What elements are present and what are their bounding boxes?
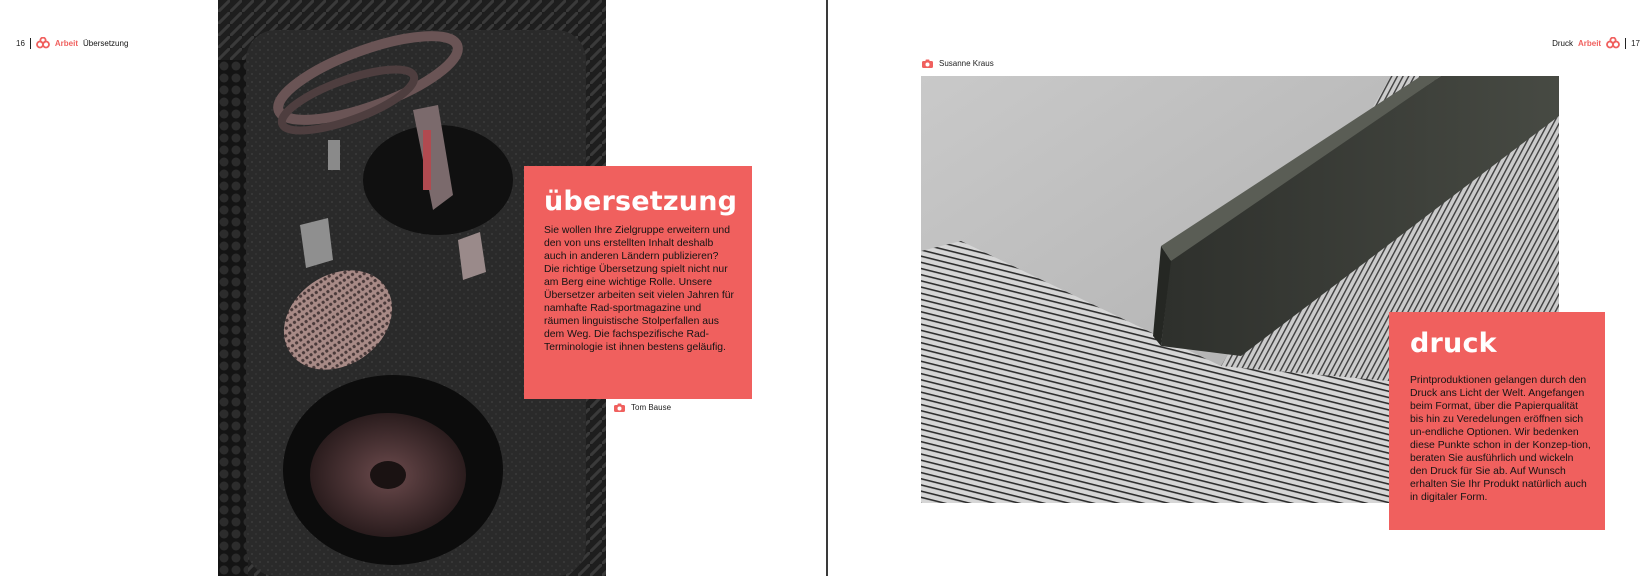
left-page-header [16, 37, 128, 49]
translation-body-text: Sie wollen Ihre Zielgruppe erweitern und den von uns erstellten Inhalt deshalb auch in anderen Ländern publizieren? Die richtige Übersetzung spielt nicht nur am Berg eine wichtige Rolle. Unsere Übersetzer arbeiten seit vielen Jahren für namhafte Rad-sportmagazine und räumen linguistische Stolperfallen aus dem Weg. Die fachspezifische Rad-Terminologie ist ihnen bestens geläufig. [544, 225, 735, 353]
section-label: Arbeit [54, 38, 79, 48]
bike-chain-logo-icon [36, 37, 50, 49]
header-divider [30, 38, 31, 49]
camera-icon [614, 403, 625, 412]
print-heading: druck [1410, 328, 1497, 359]
page-number: 16 [16, 38, 25, 48]
right-page-header [1552, 37, 1640, 49]
subsection-label: Übersetzung [83, 38, 129, 48]
photo-credit-name: Tom Bause [631, 403, 672, 412]
section-label: Arbeit [1577, 38, 1602, 48]
photo-credit-right [922, 59, 994, 68]
header-divider [1625, 38, 1626, 49]
subsection-label: Druck [1552, 38, 1573, 48]
page-number: 17 [1631, 38, 1640, 48]
photo-credit-name: Susanne Kraus [939, 59, 994, 68]
print-body-text: Printproduktionen gelangen durch den Druck ans Licht der Welt. Angefangen beim Format, über die Papierqualität bis hin zu Veredelungen eröffnen sich un-endliche Optionen. Wir bedenken diese Punkte schon in der Konzep-tion, beraten Sie ausführlich und wickeln den Druck für Sie ab. Auf Wunsch erhalten Sie Ihr Produkt natürlich auch in digitaler Form. [1410, 375, 1591, 503]
photo-credit-left [614, 403, 671, 412]
camera-icon [922, 59, 933, 68]
translation-info-box [524, 166, 752, 399]
bike-chain-logo-icon [1606, 37, 1620, 49]
print-info-box [1389, 312, 1605, 530]
translation-heading: übersetzung [544, 186, 738, 217]
